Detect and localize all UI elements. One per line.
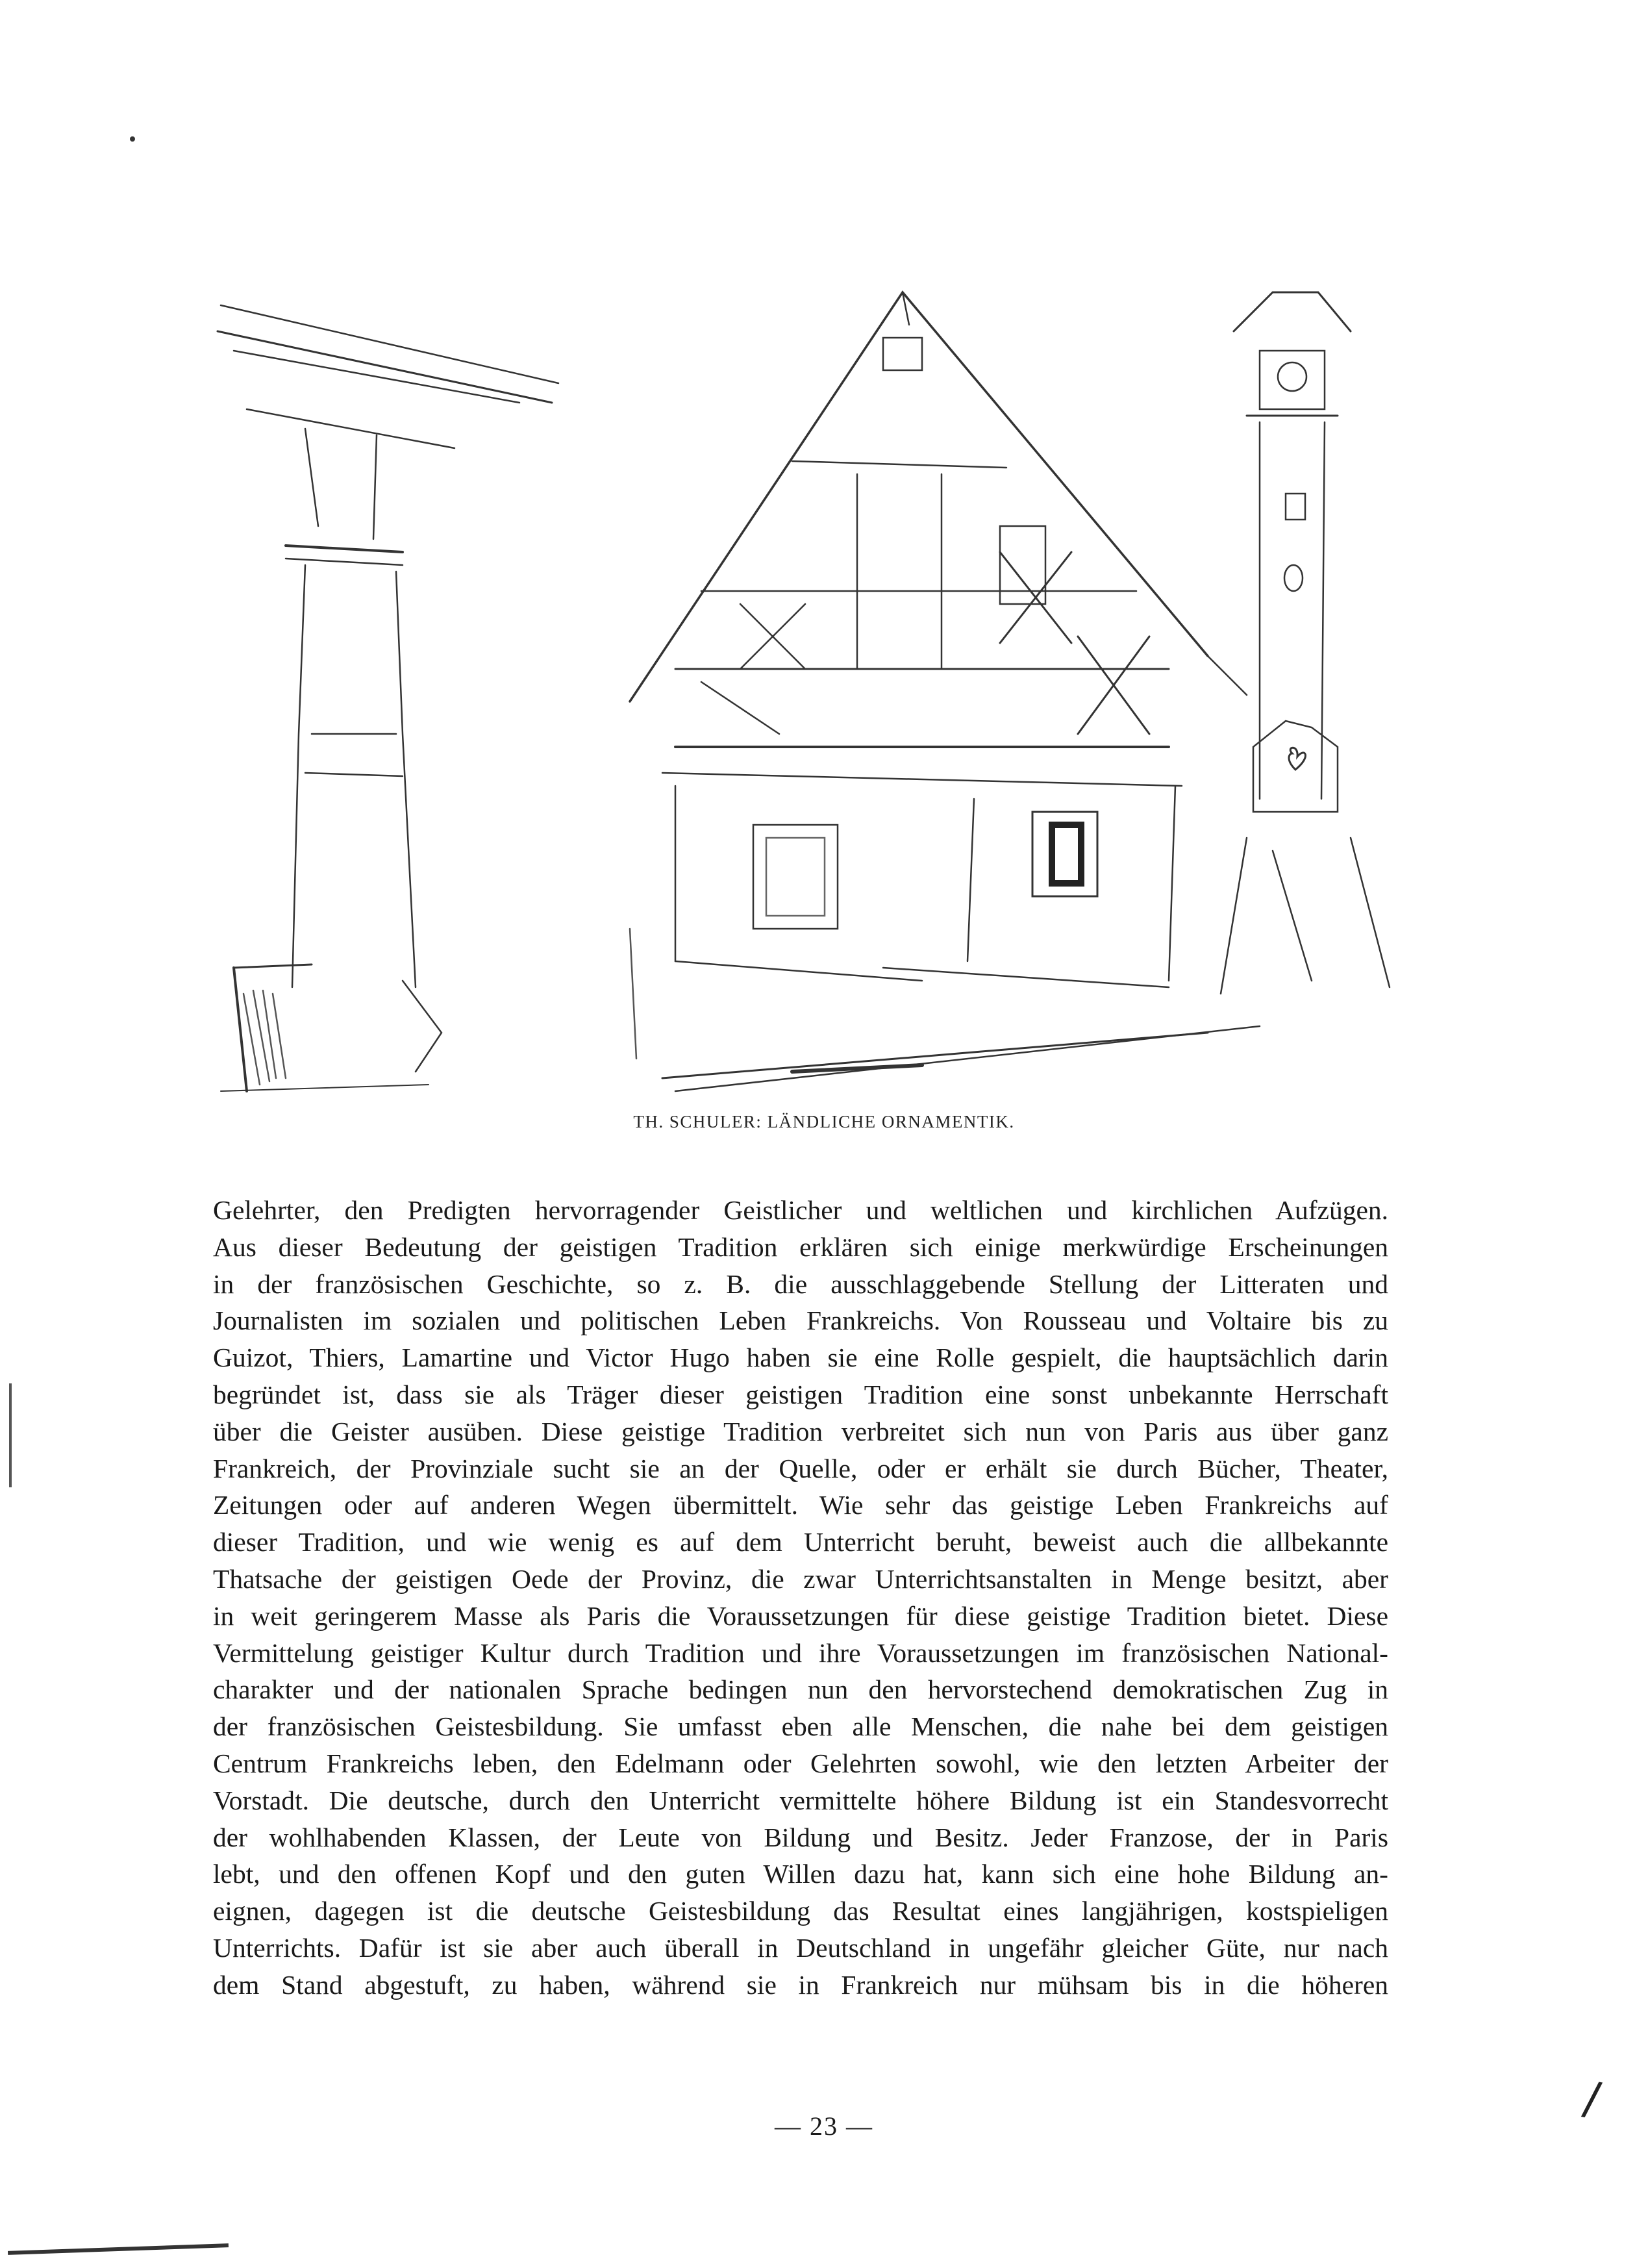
half-timbered-house-sketch xyxy=(630,292,1260,1091)
text-line: der wohlhabenden Klassen, der Leute von Bildung und Besitz. Jeder Franzose, der in Paris xyxy=(213,1822,1388,1852)
text-line: dieser Tradition, und wie wenig es auf dem Unterricht beruht, beweist auch die allbekannte xyxy=(213,1527,1388,1557)
text-line: über die Geister ausüben. Diese geistige Tradition verbreitet sich nun von Paris aus über ganz xyxy=(213,1416,1388,1446)
text-line: Vermittelung geistiger Kultur durch Tradition und ihre Voraussetzungen im französischen National- xyxy=(213,1637,1388,1668)
text-line: Frankreich, der Provinziale sucht sie an der Quelle, oder er erhält sie durch Bücher, Theater, xyxy=(213,1453,1388,1483)
text-line: Zeitungen oder auf anderen Wegen übermittelt. Wie sehr das geistige Leben Frankreichs auf xyxy=(213,1490,1388,1520)
text-line: Journalisten im sozialen und politischen Leben Frankreichs. Von Rousseau und Voltaire bis zu xyxy=(213,1305,1388,1336)
figure-caption: TH. SCHULER: LÄNDLICHE ORNAMENTIK. xyxy=(633,1112,1015,1131)
text-line: Gelehrter, den Predigten hervorragender Geistlicher und weltlichen und kirchlichen Aufzügen. xyxy=(213,1195,1388,1225)
text-line: Guizot, Thiers, Lamartine und Victor Hugo haben sie eine Rolle gespielt, die hauptsächlich darin xyxy=(213,1342,1388,1373)
text-line: in weit geringerem Masse als Paris die Voraussetzungen für diese geistige Tradition bietet. Diese xyxy=(213,1600,1388,1631)
text-line: der französischen Geistesbildung. Sie umfasst eben alle Menschen, die nahe bei dem geistigen xyxy=(213,1711,1388,1742)
rural-ornament-illustration xyxy=(208,279,1403,1104)
text-line: Vorstadt. Die deutsche, durch den Unterricht vermittelte höhere Bildung ist ein Standesvorrecht xyxy=(213,1785,1388,1815)
text-line: Aus dieser Bedeutung der geistigen Tradition erklären sich einige merkwürdige Erscheinungen xyxy=(213,1231,1388,1262)
body-text xyxy=(213,1192,1388,2004)
speck-mark xyxy=(130,136,135,142)
text-line: Centrum Frankreichs leben, den Edelmann oder Gelehrten sowohl, wie den letzten Arbeiter der xyxy=(213,1748,1388,1778)
text-line: Unterrichts. Dafür ist sie aber auch überall in Deutschland in ungefähr gleicher Güte, nur nach xyxy=(213,1932,1388,1963)
text-line: in der französischen Geschichte, so z. B. die ausschlaggebende Stellung der Litteraten und xyxy=(213,1268,1388,1299)
page-number: — 23 — xyxy=(775,2111,873,2141)
text-line: charakter und der nationalen Sprache bedingen nun den hervorstechend demokratischen Zug in xyxy=(213,1674,1388,1705)
edge-shadow-mark xyxy=(9,1383,12,1487)
text-line: begründet ist, dass sie als Träger dieser geistigen Tradition eine sonst unbekannte Herrschaft xyxy=(213,1379,1388,1409)
text-line: lebt, und den offenen Kopf und den guten Willen dazu hat, kann sich eine hohe Bildung an- xyxy=(213,1859,1388,1889)
clock-tower-sketch xyxy=(1221,292,1390,994)
text-line: Thatsache der geistigen Oede der Provinz, die zwar Unterrichtsanstalten in Menge besitzt, aber xyxy=(213,1563,1388,1594)
text-line: dem Stand abgestuft, zu haben, während sie in Frankreich nur mühsam bis in die höheren xyxy=(213,1969,1388,2000)
text-line: eignen, dagegen ist die deutsche Geistesbildung das Resultat eines langjährigen, kostspieligen xyxy=(213,1896,1388,1926)
margin-pencil-mark: / xyxy=(1580,2071,1604,2126)
edge-shadow-mark xyxy=(8,2243,229,2255)
carved-post-sketch xyxy=(218,305,558,1091)
